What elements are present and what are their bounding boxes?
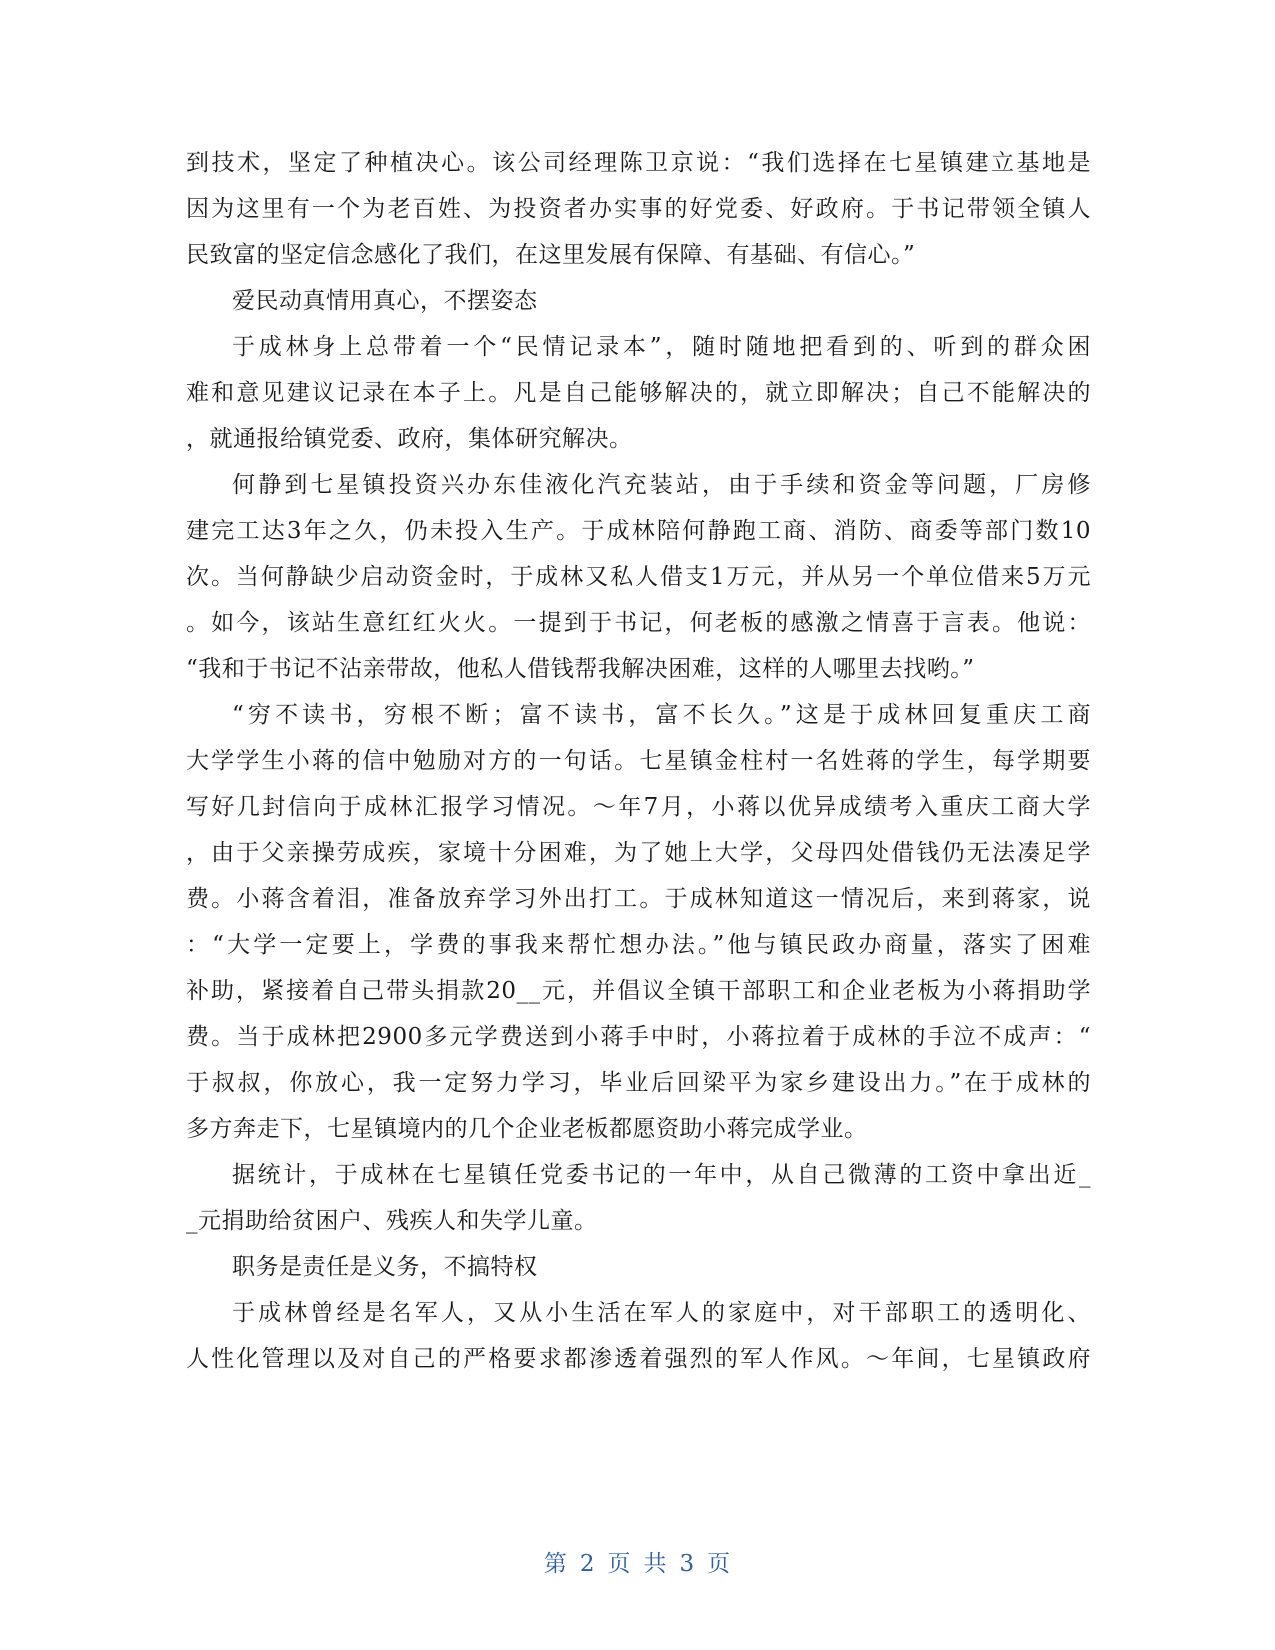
text-line: 次。当何静缺少启动资金时，于成林又私人借支1万元，并从另一个单位借来5万元 — [186, 564, 1091, 590]
text-line: ，就通报给镇党委、政府，集体研究解决。 — [186, 426, 633, 452]
page-label-total-prefix: 共 — [643, 1551, 668, 1577]
section-heading: 职务是责任是义务，不搞特权 — [232, 1254, 538, 1280]
text-line: 于叔叔，你放心，我一定努力学习，毕业后回梁平为家乡建设出力。”在于成林的 — [186, 1070, 1091, 1096]
text-line: 民致富的坚定信念感化了我们，在这里发展有保障、有基础、有信心。” — [186, 242, 916, 268]
page-label-prefix: 第 — [543, 1551, 568, 1577]
text-line: 补助，紧接着自己带头捐款20__元，并倡议全镇干部职工和企业老板为小蒋捐助学 — [186, 978, 1091, 1004]
document-body — [186, 140, 1091, 1382]
text-line: ，由于父亲操劳成疾，家境十分困难，为了她上大学，父母四处借钱仍无法凑足学 — [186, 840, 1091, 866]
section-heading: 爱民动真情用真心，不摆姿态 — [232, 288, 538, 314]
text-line: 难和意见建议记录在本子上。凡是自己能够解决的，就立即解决；自己不能解决的 — [186, 380, 1091, 406]
text-line: 到技术，坚定了种植决心。该公司经理陈卫京说：“我们选择在七星镇建立基地是 — [186, 150, 1091, 176]
text-line: 人性化管理以及对自己的严格要求都渗透着强烈的军人作风。～年间，七星镇政府 — [186, 1346, 1091, 1372]
text-line: 费。小蒋含着泪，准备放弃学习外出打工。于成林知道这一情况后，来到蒋家，说 — [186, 886, 1091, 912]
text-line: 据统计，于成林在七星镇任党委书记的一年中，从自己微薄的工资中拿出近_ — [232, 1162, 1091, 1188]
text-line: ：“大学一定要上，学费的事我来帮忙想办法。”他与镇民政办商量，落实了困难 — [186, 932, 1091, 958]
text-line: 何静到七星镇投资兴办东佳液化汽充装站，由于手续和资金等问题，厂房修 — [232, 472, 1091, 498]
total-pages-number: 3 — [679, 1551, 696, 1577]
page-label-suffix: 页 — [707, 1551, 732, 1577]
text-line: 建完工达3年之久，仍未投入生产。于成林陪何静跑工商、消防、商委等部门数10 — [186, 518, 1091, 544]
page-footer — [0, 1545, 1275, 1578]
page-label-mid: 页 — [607, 1551, 632, 1577]
text-line: 于成林身上总带着一个“民情记录本”，随时随地把看到的、听到的群众困 — [232, 334, 1091, 360]
text-line: 于成林曾经是名军人，又从小生活在军人的家庭中，对干部职工的透明化、 — [232, 1300, 1091, 1326]
current-page-number: 2 — [579, 1551, 596, 1577]
text-line: _元捐助给贫困户、残疾人和失学儿童。 — [186, 1208, 598, 1234]
text-line: 费。当于成林把2900多元学费送到小蒋手中时，小蒋拉着于成林的手泣不成声：“ — [186, 1024, 1091, 1050]
text-line: 大学学生小蒋的信中勉励对方的一句话。七星镇金柱村一名姓蒋的学生，每学期要 — [186, 748, 1091, 774]
text-line: “穷不读书，穷根不断；富不读书，富不长久。”这是于成林回复重庆工商 — [232, 702, 1091, 728]
text-line: “我和于书记不沾亲带故，他私人借钱帮我解决困难，这样的人哪里去找哟。” — [186, 656, 975, 682]
text-line: 。如今，该站生意红红火火。一提到于书记，何老板的感激之情喜于言表。他说： — [186, 610, 1091, 636]
text-line: 多方奔走下，七星镇境内的几个企业老板都愿资助小蒋完成学业。 — [186, 1116, 868, 1142]
text-line: 因为这里有一个为老百姓、为投资者办实事的好党委、好政府。于书记带领全镇人 — [186, 196, 1091, 222]
text-line: 写好几封信向于成林汇报学习情况。～年7月，小蒋以优异成绩考入重庆工商大学 — [186, 794, 1091, 820]
